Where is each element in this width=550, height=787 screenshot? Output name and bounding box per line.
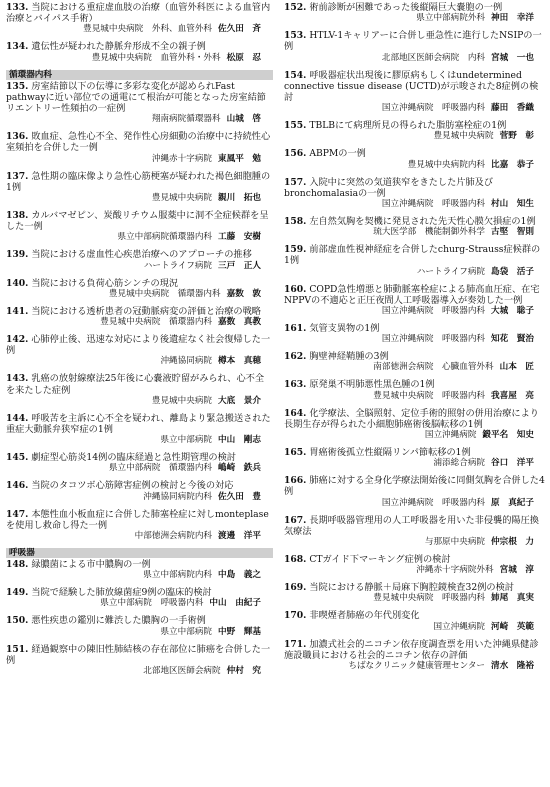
affiliation: 沖縄協同病院	[160, 356, 213, 367]
affiliation: 与那原中央病院	[424, 537, 486, 548]
author-line	[284, 103, 546, 114]
abstract-title-line	[284, 120, 546, 131]
abstract-number: 163.	[284, 379, 307, 391]
affiliation: 県立中部病院循環器内科	[117, 232, 213, 243]
abstract-title-line	[284, 554, 546, 565]
author-name: 松原 忍	[226, 52, 261, 63]
abstract-title: 術前診断が困難であった後縦隔巨大嚢胞の一例	[309, 2, 503, 13]
author-name: 鍛平名 知史	[482, 430, 534, 441]
abstract-title-line	[284, 351, 546, 362]
affiliation: 豊見城中央病院 循環器内科	[100, 317, 213, 328]
abstract-title: 左自然気胸を契機に発見された先天性心膜欠損症の1例	[309, 216, 536, 228]
abstract-number: 145.	[6, 452, 29, 464]
abstract-number: 165.	[284, 447, 307, 459]
abstract-title-line	[6, 644, 273, 666]
abstract-title: CTガイド下マーキング症例の検討	[309, 554, 451, 566]
abstract-title-line	[6, 41, 273, 52]
affiliation: 国立沖縄病院 呼吸器内科	[381, 199, 486, 210]
author-name: 姉尾 真実	[491, 593, 534, 604]
author-name: 仲宗根 力	[491, 537, 534, 548]
abstract-entry	[6, 480, 273, 502]
abstract-number: 169.	[284, 582, 307, 594]
abstract-entry	[284, 323, 546, 345]
abstract-title: 悪性疾患の鑑別に難渋した膿胸の一手術例	[31, 615, 206, 627]
abstract-title: 経過観察中の陳旧性肺結核の存在部位に肺癌を合併した一例	[6, 643, 271, 666]
abstract-title: 心肺停止後、迅速な対応により後遺症なく社会復帰した一例	[6, 334, 271, 357]
abstract-title-line	[284, 447, 546, 458]
abstract-number: 151.	[6, 643, 29, 655]
abstract-entry	[284, 244, 546, 277]
abstract-title: 化学療法、全脳照射、定位手術的照射の併用治療により長期生存が得られた小細胞肺癌術後脳転移の1例	[284, 407, 539, 430]
abstract-entry	[284, 120, 546, 142]
abstract-number: 148.	[6, 559, 29, 571]
abstract-title-line	[6, 2, 273, 24]
abstract-title-line	[6, 509, 273, 531]
abstract-entry	[6, 306, 273, 328]
author-line	[284, 661, 546, 672]
author-name: 仲村 究	[226, 666, 261, 677]
affiliation: 国立沖縄病院 呼吸器内科	[381, 497, 486, 508]
abstract-title: 房室結節以下の伝導に多彩な変化が認められFast pathwayに近い部位での通電にて根治が可能となった房室結節リエントリー性頻拍の一症例	[6, 80, 266, 115]
author-line	[6, 531, 273, 542]
author-line	[284, 498, 546, 509]
abstract-number: 139.	[6, 249, 29, 261]
abstract-entry	[6, 81, 273, 126]
abstract-entry	[284, 610, 546, 632]
author-line	[284, 593, 546, 604]
abstract-entry	[6, 559, 273, 581]
author-line	[6, 627, 273, 638]
author-name: 佐久田 豊	[218, 491, 261, 502]
abstract-number: 143.	[6, 373, 29, 385]
abstract-title-line	[284, 639, 546, 661]
author-line	[6, 317, 273, 328]
abstract-entry	[6, 334, 273, 367]
abstract-title-line	[6, 171, 273, 193]
abstract-title-line	[6, 452, 273, 463]
author-line	[284, 565, 546, 576]
abstract-number: 164.	[284, 407, 307, 419]
section-header: 呼吸器	[6, 548, 273, 558]
author-line	[284, 537, 546, 548]
author-name: 山本 匠	[499, 362, 534, 373]
abstract-title: 気管支異物の1例	[309, 323, 380, 335]
affiliation: 中部徳洲会病院内科	[134, 531, 213, 542]
author-name: 河崎 英範	[491, 621, 534, 632]
abstract-entry	[284, 216, 546, 238]
affiliation: 県立中部病院外科	[416, 13, 486, 24]
author-line	[6, 261, 273, 272]
affiliation: 県立中部病院 呼吸器内科	[100, 598, 204, 609]
abstract-number: 153.	[284, 30, 307, 42]
abstract-title-line	[6, 480, 273, 491]
abstract-entry	[284, 515, 546, 548]
abstract-title: 肺癌に対する全身化学療法開始後に同側気胸を合併した4例	[284, 475, 545, 498]
author-name: 島袋 活子	[491, 266, 534, 277]
abstract-title: 劇症型心筋炎14例の臨床経過と急性期管理の検討	[31, 452, 236, 464]
affiliation: 浦添総合病院	[433, 458, 486, 469]
author-line	[6, 570, 273, 581]
abstract-number: 147.	[6, 508, 29, 520]
abstract-entry	[6, 587, 273, 609]
author-line	[284, 53, 546, 64]
author-name: 嶋崎 鉄兵	[218, 463, 261, 474]
abstract-title-line	[284, 582, 546, 593]
author-line	[284, 458, 546, 469]
author-name: 佐久田 斉	[218, 24, 261, 35]
author-line	[284, 199, 546, 210]
author-line	[284, 13, 546, 24]
abstract-title-line	[6, 373, 273, 395]
abstract-title-line	[6, 413, 273, 435]
author-name: 親川 拓也	[218, 193, 261, 204]
affiliation: 国立沖縄病院 呼吸器内科	[381, 334, 486, 345]
abstract-number: 166.	[284, 475, 307, 487]
author-name: 菅野 彰	[499, 131, 534, 142]
abstract-title-line	[284, 244, 546, 266]
affiliation: 国立沖縄病院	[433, 621, 486, 632]
affiliation: 豊見城中央病院内科	[407, 159, 486, 170]
affiliation: ハートライフ病院	[416, 266, 486, 277]
affiliation: 豊見城中央病院	[151, 395, 213, 406]
author-name: 渡邊 洋平	[218, 531, 261, 542]
abstract-number: 152.	[284, 2, 307, 13]
affiliation: 北部地区医師会病院 内科	[381, 52, 486, 63]
abstract-entry	[6, 373, 273, 406]
abstract-title: COPD急性増悪と肺動脈塞栓症による肺高血圧症、在宅NPPVの不適応と正圧夜間人工呼吸器導入が奏効した一例	[284, 283, 540, 306]
abstract-entry	[284, 639, 546, 672]
abstract-title-line	[284, 475, 546, 497]
abstract-title: カルバマゼピン、炭酸リチウム服薬中に洞不全症候群を呈した一例	[6, 210, 269, 233]
affiliation: 県立中部病院内科	[143, 570, 213, 581]
abstract-entry	[6, 171, 273, 204]
abstract-title-line	[284, 323, 546, 334]
author-name: 中山 剛志	[218, 435, 261, 446]
left-column	[6, 2, 273, 683]
abstract-title-line	[6, 131, 273, 153]
author-line	[284, 334, 546, 345]
abstract-number: 142.	[6, 334, 29, 346]
abstract-entry	[6, 249, 273, 271]
abstract-title: TBLBにて病理所見の得られた脂肪塞栓症の1例	[309, 120, 507, 132]
abstract-number: 150.	[6, 615, 29, 627]
author-name: 村山 知生	[491, 199, 534, 210]
affiliation: 沖縄赤十字病院外科	[416, 565, 494, 576]
abstract-title-line	[6, 559, 273, 570]
author-line	[284, 430, 546, 441]
affiliation: 豊見城中央病院 呼吸器内科	[373, 390, 486, 401]
affiliation: 北部地区医師会病院	[143, 666, 221, 677]
author-name: 古堅 智則	[491, 227, 534, 238]
abstract-entry	[284, 70, 546, 115]
abstract-title: 当院における透析患者の冠動脈病変の評価と治療の戦略	[31, 305, 261, 317]
abstract-title: 呼吸苦を主訴に心不全を疑われ、離島より緊急搬送された重症大動脈弁狭窄症の1例	[6, 412, 271, 436]
abstract-title: HTLV-1キャリアーに合併し亜急性に進行したNSIPの一例	[284, 30, 542, 53]
abstract-entry	[284, 177, 546, 210]
affiliation: 琉大医学部 機能制御外科学	[373, 227, 486, 238]
abstract-title: 入院中に突然の気道狭窄をきたした片肺及びbronchomalasiaの一例	[284, 176, 494, 199]
abstract-number: 136.	[6, 131, 29, 143]
abstract-number: 140.	[6, 277, 29, 289]
affiliation: 国立沖縄病院 呼吸器内科	[381, 103, 486, 114]
abstract-number: 154.	[284, 69, 307, 81]
author-name: 知花 賢治	[491, 334, 534, 345]
abstract-title-line	[284, 70, 546, 104]
affiliation: 豊見城中央病院 循環器内科	[108, 288, 221, 299]
abstract-entry	[284, 379, 546, 401]
abstract-title: 原発巣不明肺悪性黒色腫の1例	[309, 379, 435, 391]
abstract-number: 137.	[6, 170, 29, 182]
abstract-number: 159.	[284, 244, 307, 256]
abstract-entry	[6, 509, 273, 542]
abstract-title: 呼吸器症状出現後に膠原病もしくはundetermined connective tissue disease (UCTD)が示唆された8症例の検討	[284, 69, 539, 104]
abstract-entry	[6, 278, 273, 300]
abstract-entry	[6, 2, 273, 35]
author-line	[6, 463, 273, 474]
abstract-entry	[284, 284, 546, 317]
author-line	[284, 227, 546, 238]
abstract-number: 162.	[284, 351, 307, 363]
abstract-title-line	[6, 210, 273, 232]
abstract-title: 乳癌の放射線療法25年後に心嚢液貯留がみられ、心不全を来たした症例	[6, 373, 265, 396]
abstract-entry	[6, 413, 273, 446]
abstract-title: 加濃式社会的ニコチン依存度調査票を用いた沖縄県健診施設職員における社会的ニコチン依存の評価	[284, 638, 539, 661]
affiliation: ちばなクリニック健康管理センター	[348, 661, 486, 672]
author-name: 清水 隆裕	[491, 661, 534, 672]
author-line	[6, 114, 273, 125]
author-name: 比嘉 恭子	[491, 159, 534, 170]
abstract-title: 当院における重症虚血肢の治療（血管外科医による血管内治療とバイパス手術）	[6, 2, 271, 25]
abstract-number: 158.	[284, 216, 307, 228]
author-line	[284, 160, 546, 171]
abstract-title: 敗血症、急性心不全、発作性心房細動の治療中に持続性心室頻拍を合併した一例	[6, 131, 271, 154]
affiliation: 豊見城中央病院 外科、血管外科	[83, 24, 213, 35]
abstract-title: ABPMの一例	[309, 148, 366, 160]
abstract-entry	[284, 30, 546, 63]
abstract-title: 本態性血小板血症に合併した肺塞栓症に対しmonteplaseを使用し救命し得た一例	[6, 508, 269, 531]
abstract-title-line	[284, 610, 546, 621]
section-header: 循環器内科	[6, 70, 273, 80]
abstract-number: 149.	[6, 587, 29, 599]
abstract-title-line	[6, 249, 273, 260]
abstract-entry	[6, 644, 273, 677]
abstract-entry	[6, 41, 273, 63]
author-name: 神田 幸洋	[491, 13, 534, 24]
author-line	[6, 598, 273, 609]
affiliation: 県立中部病院	[160, 435, 213, 446]
abstract-entry	[6, 452, 273, 474]
abstract-title: 長期呼吸器管理用の人工呼吸器を用いた非侵襲的陽圧換気療法	[284, 514, 539, 537]
abstract-title: 緑膿菌による市中膿胸の一例	[31, 559, 151, 571]
author-name: 三戸 正人	[218, 260, 261, 271]
abstract-title-line	[6, 81, 273, 115]
abstract-title-line	[284, 408, 546, 430]
abstract-number: 171.	[284, 638, 307, 650]
author-line	[284, 267, 546, 278]
abstract-entry	[284, 447, 546, 469]
abstract-number: 138.	[6, 210, 29, 222]
author-line	[284, 306, 546, 317]
author-name: 原 真紀子	[491, 497, 534, 508]
abstract-number: 160.	[284, 283, 307, 295]
author-name: 谷口 洋平	[491, 458, 534, 469]
author-name: 宮城 淳	[499, 565, 534, 576]
abstract-number: 144.	[6, 412, 29, 424]
abstract-title: 非喫煙者肺癌の年代別変化	[309, 610, 420, 622]
abstract-title-line	[284, 216, 546, 227]
affiliation: 豊見城中央病院 呼吸器内科	[373, 593, 486, 604]
abstract-entry	[284, 582, 546, 604]
abstract-title: 当院で経験した肺放線菌症9例の臨床的検討	[31, 587, 212, 599]
abstract-title: 当院における静脈＋局麻下胸腔鏡検査32例の検討	[309, 582, 514, 594]
author-name: 山城 啓	[226, 114, 261, 125]
author-name: 大底 景介	[218, 395, 261, 406]
affiliation: 南部徳洲会病院 心臓血管外科	[373, 362, 494, 373]
affiliation: 豊見城中央病院	[433, 131, 494, 142]
abstract-title-line	[6, 306, 273, 317]
abstract-number: 167.	[284, 514, 307, 526]
affiliation: 国立沖縄病院 呼吸器内科	[381, 306, 486, 317]
author-line	[6, 232, 273, 243]
abstract-title: 遺伝性が疑われた静脈弁形成不全の親子例	[31, 41, 206, 53]
author-name: 中山 由紀子	[209, 598, 261, 609]
abstract-title: 当院における負荷心筋シンチの現況	[31, 277, 179, 289]
abstract-title: 当院における虚血性心疾患治療へのアプローチの推移	[31, 249, 252, 261]
author-line	[284, 391, 546, 402]
author-line	[284, 362, 546, 373]
author-line	[6, 193, 273, 204]
author-line	[284, 622, 546, 633]
author-name: 嘉数 敦	[226, 288, 261, 299]
author-line	[6, 24, 273, 35]
abstract-title-line	[284, 30, 546, 52]
abstract-number: 141.	[6, 305, 29, 317]
abstract-number: 157.	[284, 176, 307, 188]
abstract-entry	[284, 554, 546, 576]
abstract-title: 胸壁神経鞘腫の3例	[309, 351, 389, 363]
author-line	[6, 53, 273, 64]
author-name: 藤田 香織	[491, 103, 534, 114]
affiliation: 豊見城中央病院 血管外科・外科	[91, 52, 221, 63]
affiliation: 国立沖縄病院	[424, 430, 477, 441]
author-line	[6, 289, 273, 300]
abstract-title: 急性期の臨床像より急性心筋梗塞が疑われた褐色細胞腫の1例	[6, 170, 271, 193]
author-line	[6, 492, 273, 503]
abstract-number: 170.	[284, 610, 307, 622]
abstract-number: 155.	[284, 120, 307, 132]
abstract-title-line	[284, 379, 546, 390]
author-name: 宮城 一也	[491, 52, 534, 63]
abstract-title-line	[6, 334, 273, 356]
author-line	[6, 666, 273, 677]
abstract-number: 156.	[284, 148, 307, 160]
author-name: 東風平 勉	[218, 153, 261, 164]
author-name: 大城 聡子	[491, 306, 534, 317]
abstract-entry	[6, 131, 273, 164]
affiliation: 豊見城中央病院	[151, 193, 213, 204]
author-name: 我喜屋 亮	[491, 390, 534, 401]
abstract-number: 135.	[6, 80, 29, 92]
abstract-number: 146.	[6, 480, 29, 492]
affiliation: ハートライフ病院	[143, 260, 213, 271]
author-line	[6, 396, 273, 407]
abstract-title-line	[284, 148, 546, 159]
abstract-title-line	[6, 615, 273, 626]
abstract-title: 前部虚血性視神経症を合併したchurg-Strauss症候群の1例	[284, 244, 541, 267]
abstract-title-line	[284, 515, 546, 537]
abstract-title: 当院のタコツボ心筋障害症例の検討と今後の対応	[31, 480, 234, 492]
affiliation: 県立中部病院	[160, 626, 213, 637]
author-name: 中島 義之	[218, 570, 261, 581]
abstract-title: 胃癌術後孤立性縦隔リンパ節転移の1例	[309, 447, 471, 459]
author-line	[284, 131, 546, 142]
author-line	[6, 356, 273, 367]
author-name: 中野 輝基	[218, 626, 261, 637]
affiliation: 県立中部病院 循環器内科	[108, 463, 213, 474]
abstract-entry	[6, 210, 273, 243]
author-name: 樽本 真穂	[218, 356, 261, 367]
author-name: 工藤 安樹	[218, 232, 261, 243]
right-column	[284, 2, 546, 678]
abstract-title-line	[284, 2, 546, 13]
author-line	[6, 154, 273, 165]
abstract-entry	[284, 2, 546, 24]
affiliation: 沖縄協同病院内科	[143, 491, 213, 502]
abstract-entry	[284, 351, 546, 373]
abstract-title-line	[284, 177, 546, 199]
abstract-title-line	[284, 284, 546, 306]
abstract-title-line	[6, 587, 273, 598]
abstract-number: 134.	[6, 41, 29, 53]
abstract-entry	[6, 615, 273, 637]
abstract-entry	[284, 475, 546, 508]
abstract-title-line	[6, 278, 273, 289]
abstract-entry	[284, 408, 546, 441]
author-line	[6, 435, 273, 446]
abstract-number: 161.	[284, 323, 307, 335]
abstract-number: 133.	[6, 2, 29, 13]
affiliation: 沖縄赤十字病院	[151, 153, 213, 164]
author-name: 嘉数 真教	[218, 317, 261, 328]
affiliation: 翔南病院循環器科	[151, 114, 221, 125]
abstract-entry	[284, 148, 546, 170]
abstract-number: 168.	[284, 554, 307, 566]
